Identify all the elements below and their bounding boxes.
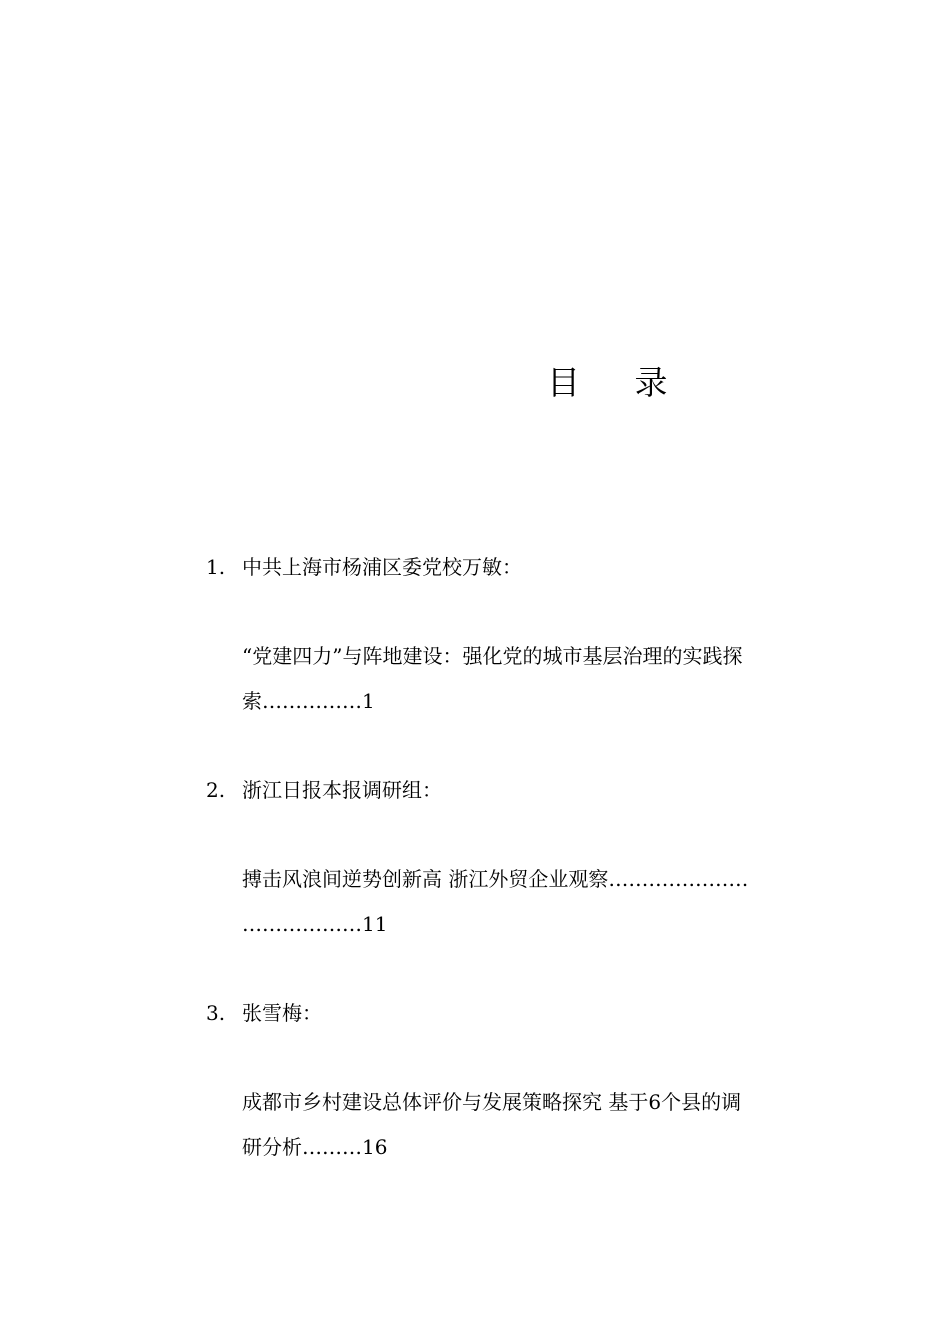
toc-entry-title-line: 搏击风浪间逆势创新高 浙江外贸企业观察………………… [242, 867, 749, 891]
toc-entry-title-line: 索……………1 [242, 689, 375, 713]
toc-entry-author: 张雪梅： [242, 1001, 322, 1025]
toc-entry-number: 2. [206, 778, 226, 802]
toc-entry-heading [206, 776, 442, 804]
toc-entry-heading [206, 999, 322, 1027]
toc-entry-author: 浙江日报本报调研组： [242, 778, 442, 802]
toc-entry-title[interactable] [242, 1080, 822, 1170]
toc-entry-title-line: 成都市乡村建设总体评价与发展策略探究 基于6个县的调 [242, 1090, 742, 1114]
toc-title: 目 录 [547, 363, 690, 402]
toc-entry-title-line: “党建四力”与阵地建设：强化党的城市基层治理的实践探 [242, 644, 743, 668]
toc-entry-number: 1. [206, 555, 226, 579]
toc-entry-number: 3. [206, 1001, 226, 1025]
toc-entry-title-line: ………………11 [242, 912, 388, 936]
toc-entry-author: 中共上海市杨浦区委党校万敏： [242, 555, 522, 579]
toc-entry-title[interactable] [242, 634, 822, 724]
toc-entry-title[interactable] [242, 857, 822, 947]
toc-entry-title-line: 研分析………16 [242, 1135, 388, 1159]
toc-entry-heading [206, 553, 522, 581]
